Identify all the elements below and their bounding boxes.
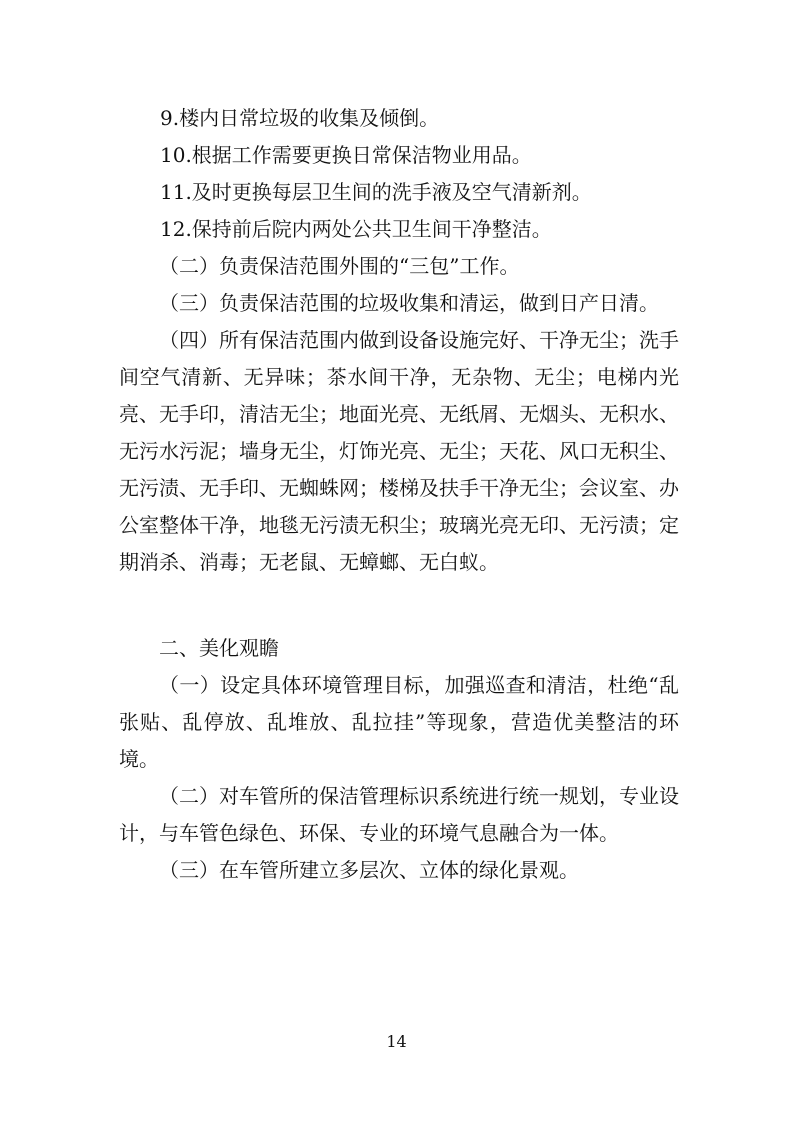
list-item-11: 11.及时更换每层卫生间的洗手液及空气清新剂。 (160, 180, 592, 204)
list-item-9: 9.楼内日常垃圾的收集及倾倒。 (160, 106, 440, 130)
page-number: 14 (386, 1032, 407, 1051)
section-gap (119, 581, 679, 630)
section-item-one: （一）设定具体环境管理目标，加强巡查和清洁，杜绝“乱张贴、乱停放、乱堆放、乱拉挂”等现象，营造优美整洁的环境。 (119, 673, 679, 771)
section-item-two: （二）对车管所的保洁管理标识系统进行统一规划，专业设计，与车管色绿色、环保、专业的环境气息融合为一体。 (119, 784, 679, 845)
list-item-10: 10.根据工作需要更换日常保洁物业用品。 (160, 143, 532, 167)
document-body (119, 100, 679, 889)
clause-two: （二）负责保洁范围外围的“三包”工作。 (159, 254, 520, 278)
section-item-three: （三）在车管所建立多层次、立体的绿化景观。 (159, 858, 579, 882)
list-item-12: 12.保持前后院内两处公共卫生间干净整洁。 (160, 217, 552, 241)
clause-four: （四）所有保洁范围内做到设备设施完好、干净无尘；洗手间空气清新、无异味；茶水间干净，无杂物、无尘；电梯内光亮、无手印，清洁无尘；地面光亮、无纸屑、无烟头、无积水、无污水污泥；墙身无尘，灯饰光亮、无尘；天花、风口无积尘、无污渍、无手印、无蜘蛛网；楼梯及扶手干净无尘；会议室、办公室整体干净，地毯无污渍无积尘；玻璃光亮无印、无污渍；定期消杀、消毒；无老鼠、无蟑螂、无白蚁。 (119, 328, 679, 574)
clause-three: （三）负责保洁范围的垃圾收集和清运，做到日产日清。 (159, 291, 659, 315)
section-heading: 二、美化观瞻 (159, 636, 279, 660)
